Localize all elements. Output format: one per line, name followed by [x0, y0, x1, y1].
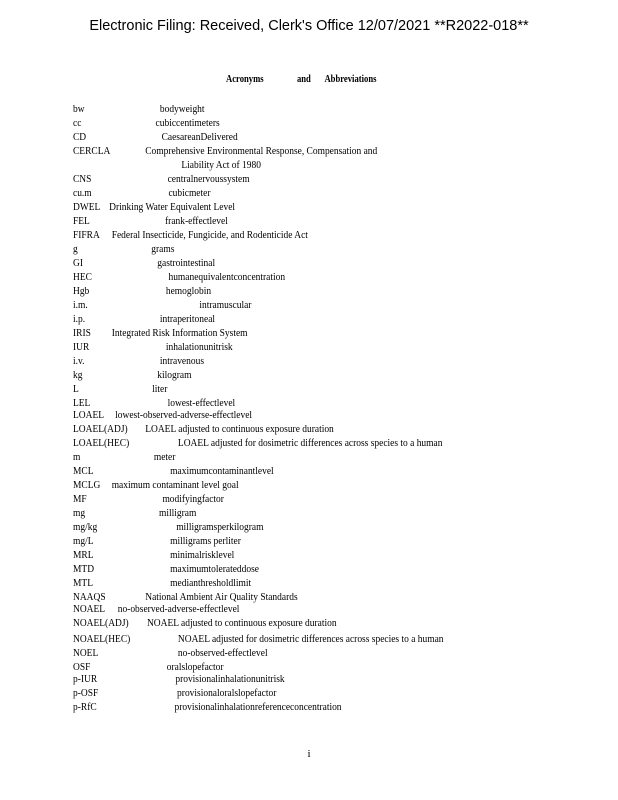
entry-definition: bodyweight — [159, 103, 205, 115]
entry-abbreviation: LOAEL(HEC) — [73, 437, 130, 449]
entry-definition: LOAEL adjusted for dosimetric differences across species to a human — [177, 437, 443, 449]
entry-definition: meter — [153, 451, 176, 463]
entry-abbreviation: CNS — [73, 173, 92, 185]
entry-cum — [73, 186, 211, 200]
entry-definition: no-observed-effectlevel — [177, 647, 268, 659]
page-number: i — [307, 748, 311, 760]
entry-definition: modifyingfactor — [162, 493, 224, 505]
entry-abbreviation: LOAEL — [73, 409, 105, 421]
entry-definition: no-observed-adverse-effectlevel — [117, 603, 240, 615]
entry-noael-hec — [73, 632, 444, 646]
entry-mf — [73, 492, 224, 506]
entry-abbreviation: p-OSF — [73, 687, 99, 699]
entry-abbreviation: bw — [73, 103, 85, 115]
title-word-acronyms: Acronyms — [226, 74, 264, 85]
entry-abbreviation: FIFRA — [73, 229, 100, 241]
entry-definition: intravenous — [159, 355, 205, 367]
entry-abbreviation: L — [73, 383, 79, 395]
entry-abbreviation: CERCLA — [73, 145, 111, 157]
entry-hgb — [73, 284, 212, 298]
entry-im — [73, 298, 252, 312]
entry-abbreviation: GI — [73, 257, 83, 269]
entry-abbreviation: NOAEL(ADJ) — [73, 617, 129, 629]
entry-definition: humanequivalentconcentration — [168, 271, 286, 283]
entry-definition: cubiccentimeters — [155, 117, 220, 129]
entry-definition: intramuscular — [199, 299, 252, 311]
entry-definition: provisionalinhalationunitrisk — [175, 673, 285, 685]
entry-abbreviation: i.v. — [73, 355, 85, 367]
entry-abbreviation: mg/L — [73, 535, 94, 547]
entry-abbreviation: HEC — [73, 271, 92, 283]
entry-definition: Comprehensive Environmental Response, Compensation and — [145, 145, 378, 157]
entry-abbreviation: Hgb — [73, 285, 90, 297]
entry-abbreviation: NAAQS — [73, 591, 106, 603]
entry-cc — [73, 116, 220, 130]
entry-definition: maximumtolerateddose — [170, 563, 259, 575]
entry-mclg — [73, 478, 239, 492]
entry-definition: maximum contaminant level goal — [111, 479, 239, 491]
entry-g — [73, 242, 175, 256]
title-word-and: and — [296, 74, 311, 85]
entry-definition: milligrams perliter — [170, 535, 241, 547]
entry-definition: lowest-effectlevel — [167, 397, 236, 409]
entry-noel — [73, 646, 268, 660]
entry-definition: centralnervoussystem — [167, 173, 250, 185]
entry-definition-continued: Liability Act of 1980 — [181, 159, 261, 171]
entry-bw — [73, 102, 205, 116]
entry-abbreviation: FEL — [73, 215, 90, 227]
entry-definition: NOAEL adjusted for dosimetric differences across species to a human — [177, 633, 444, 645]
entry-abbreviation: g — [73, 243, 78, 255]
entry-abbreviation: m — [73, 451, 81, 463]
entry-definition: minimalrisklevel — [170, 549, 235, 561]
entry-iris — [73, 326, 248, 340]
entry-abbreviation: MCLG — [73, 479, 101, 491]
filing-stamp-header: Electronic Filing: Received, Clerk's Office 12/07/2021 **R2022-018** — [89, 18, 529, 34]
entry-mgkg — [73, 520, 264, 534]
entry-cd — [73, 130, 238, 144]
entry-definition: LOAEL adjusted to continuous exposure duration — [145, 423, 334, 435]
entry-cercla — [73, 144, 378, 171]
entry-p-osf — [73, 686, 277, 700]
entry-abbreviation: MTD — [73, 563, 95, 575]
entry-mrl — [73, 548, 235, 562]
entry-abbreviation: MRL — [73, 549, 94, 561]
entry-abbreviation: NOEL — [73, 647, 99, 659]
entry-definition: grams — [151, 243, 175, 255]
entry-mcl — [73, 464, 274, 478]
entry-definition: inhalationunitrisk — [165, 341, 233, 353]
entry-cns — [73, 172, 250, 186]
entry-loael-hec — [73, 436, 443, 450]
entry-loael — [73, 408, 253, 422]
entry-p-rfc — [73, 700, 342, 714]
entry-definition: hemoglobin — [165, 285, 212, 297]
entry-definition: National Ambient Air Quality Standards — [145, 591, 298, 603]
entry-abbreviation: LOAEL(ADJ) — [73, 423, 128, 435]
entry-definition: milligramsperkilogram — [176, 521, 264, 533]
entry-abbreviation: p-RfC — [73, 701, 97, 713]
document-title — [226, 74, 376, 85]
entry-definition: NOAEL adjusted to continuous exposure duration — [146, 617, 337, 629]
title-word-abbreviations: Abbreviations — [324, 74, 377, 85]
entry-fifra — [73, 228, 308, 242]
entry-l — [73, 382, 168, 396]
entry-abbreviation: kg — [73, 369, 83, 381]
entry-definition: cubicmeter — [168, 187, 211, 199]
entry-noael — [73, 602, 240, 616]
entry-abbreviation: NOAEL — [73, 603, 106, 615]
entry-abbreviation: i.m. — [73, 299, 88, 311]
entry-mtl — [73, 576, 252, 590]
entry-loael-adj — [73, 422, 334, 436]
entry-p-iur — [73, 672, 285, 686]
entry-dwel — [73, 200, 236, 214]
entry-iv — [73, 354, 205, 368]
entry-abbreviation: IUR — [73, 341, 90, 353]
entry-abbreviation: DWEL — [73, 201, 101, 213]
entry-abbreviation: mg — [73, 507, 86, 519]
entry-definition: gastrointestinal — [157, 257, 216, 269]
entry-abbreviation: NOAEL(HEC) — [73, 633, 131, 645]
entry-ip — [73, 312, 216, 326]
entry-definition: frank-effectlevel — [165, 215, 228, 227]
entry-definition: medianthresholdlimit — [170, 577, 252, 589]
entry-abbreviation: MF — [73, 493, 87, 505]
entry-abbreviation: cu.m — [73, 187, 92, 199]
entry-definition: milligram — [159, 507, 197, 519]
entry-abbreviation: mg/kg — [73, 521, 98, 533]
entry-fel — [73, 214, 228, 228]
entry-definition: provisionalinhalationreferenceconcentration — [174, 701, 342, 713]
entry-definition: provisionaloralslopefactor — [177, 687, 277, 699]
entry-m — [73, 450, 176, 464]
entry-definition: kilogram — [157, 369, 192, 381]
entry-abbreviation: CD — [73, 131, 87, 143]
entry-definition: intraperitoneal — [159, 313, 216, 325]
entry-abbreviation: p-IUR — [73, 673, 98, 685]
entry-abbreviation: MCL — [73, 465, 94, 477]
entry-definition: Integrated Risk Information System — [111, 327, 248, 339]
entry-definition: CaesareanDelivered — [161, 131, 238, 143]
entry-mg — [73, 506, 197, 520]
entry-iur — [73, 340, 233, 354]
entry-definition: Drinking Water Equivalent Level — [109, 201, 236, 213]
entry-definition: oralslopefactor — [166, 661, 224, 673]
entry-definition: maximumcontaminantlevel — [170, 465, 274, 477]
entry-noael-adj — [73, 616, 337, 630]
entry-gi — [73, 256, 216, 270]
entry-definition: liter — [152, 383, 168, 395]
entry-abbreviation: LEL — [73, 397, 91, 409]
entry-kg — [73, 368, 192, 382]
entry-abbreviation: MTL — [73, 577, 93, 589]
entry-mtd — [73, 562, 259, 576]
entry-abbreviation: cc — [73, 117, 82, 129]
entry-hec — [73, 270, 286, 284]
entry-abbreviation: IRIS — [73, 327, 91, 339]
entry-definition: Federal Insecticide, Fungicide, and Rodenticide Act — [111, 229, 308, 241]
entry-mgl — [73, 534, 241, 548]
entry-abbreviation: OSF — [73, 661, 91, 673]
entry-abbreviation: i.p. — [73, 313, 86, 325]
entry-definition: lowest-observed-adverse-effectlevel — [115, 409, 253, 421]
